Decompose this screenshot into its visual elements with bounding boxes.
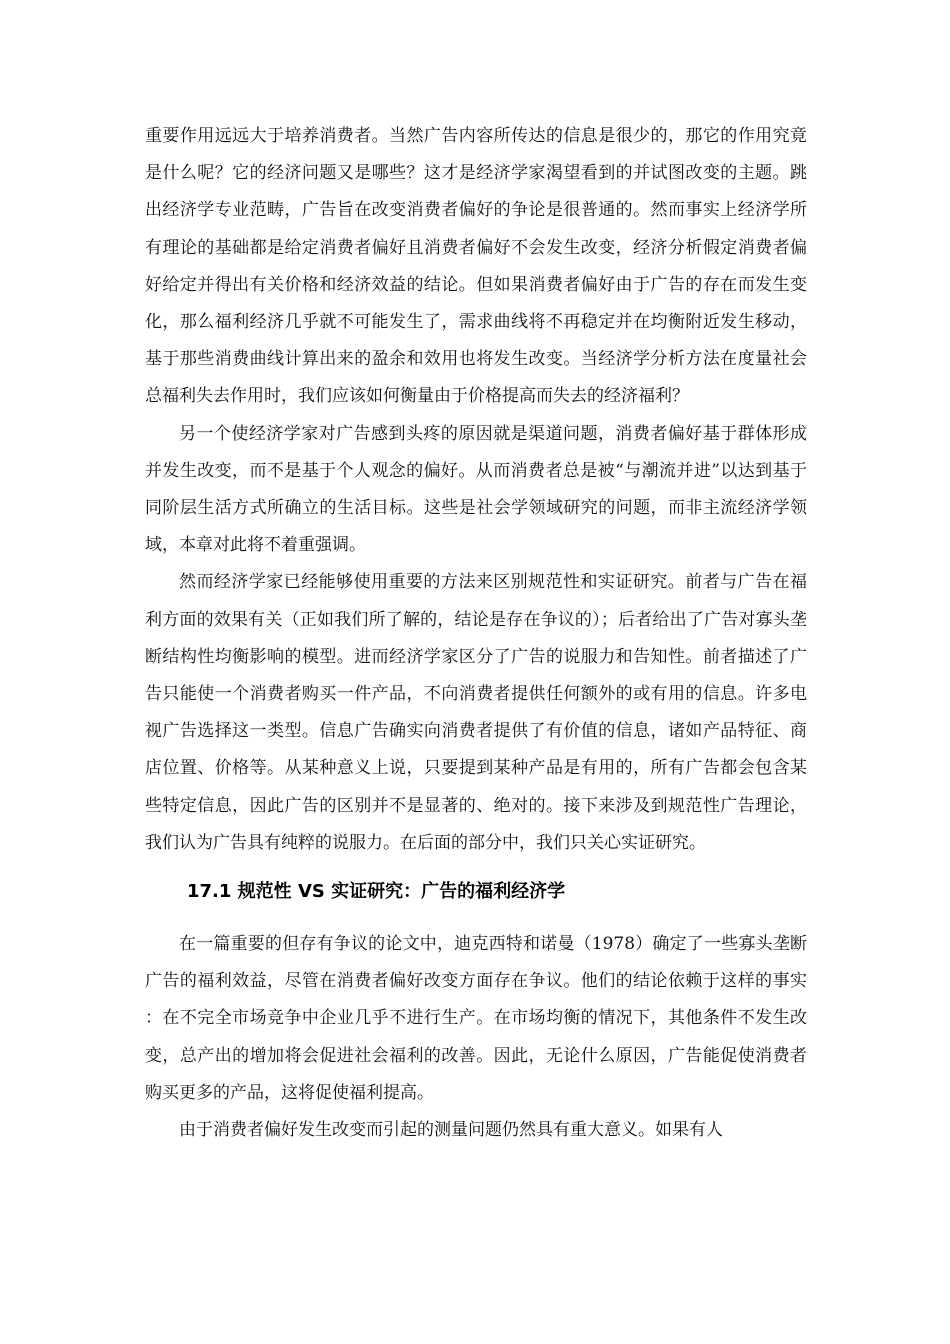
paragraph-channel-problem: 另一个使经济学家对广告感到头疼的原因就是渠道问题，消费者偏好基于群体形成并发生改变，而不是基于个人观念的偏好。从而消费者总是被“与潮流并进”以达到基于同阶层生活方式所确立的生活目标。这些是社会学领域研究的问题，而非主流经济学领域，本章对此将不着重强调。 xyxy=(145,423,807,556)
paragraph-normative-positive: 然而经济学家已经能够使用重要的方法来区别规范性和实证研究。前者与广告在福利方面的效果有关（正如我们所了解的，结论是存在争议的）；后者给出了广告对寡头垄断结构性均衡影响的模型。进而经济学家区分了广告的说服力和告知性。前者描述了广告只能使一个消费者购买一件产品，不向消费者提供任何额外的或有用的信息。许多电视广告选择这一类型。信息广告确实向消费者提供了有价值的信息，诸如产品特征、商店位置、价格等。从某种意义上说，只要提到某种产品是有用的，所有广告都会包含某些特定信息，因此广告的区别并不是显著的、绝对的。接下来涉及到规范性广告理论，我们认为广告具有纯粹的说服力。在后面的部分中，我们只关心实证研究。 xyxy=(145,572,807,853)
paragraph-dixit-norman: 在一篇重要的但存有争议的论文中，迪克西特和诺曼（1978）确定了一些寡头垄断广告的福利效益，尽管在消费者偏好改变方面存在争议。他们的结论依赖于这样的事实：在不完全市场竞争中企业几乎不进行生产。在市场均衡的情况下，其他条件不发生改变，总产出的增加将会促进社会福利的改善。因此，无论什么原因，广告能促使消费者购买更多的产品，这将促使福利提高。 xyxy=(145,934,807,1103)
section-heading: 17.1 规范性 VS 实证研究：广告的福利经济学 xyxy=(187,881,566,903)
document-page xyxy=(145,118,807,1149)
paragraph-continuation: 重要作用远远大于培养消费者。当然广告内容所传达的信息是很少的，那它的作用究竟是什么呢？它的经济问题又是哪些？这才是经济学家渴望看到的并试图改变的主题。跳出经济学专业范畴，广告旨在改变消费者偏好的争论是很普通的。然而事实上经济学所有理论的基础都是给定消费者偏好且消费者偏好不会发生改变，经济分析假定消费者偏好给定并得出有关价格和经济效益的结论。但如果消费者偏好由于广告的存在而发生变化，那么福利经济几乎就不可能发生了，需求曲线将不再稳定并在均衡附近发生移动，基于那些消费曲线计算出来的盈余和效用也将发生改变。当经济学分析方法在度量社会总福利失去作用时，我们应该如何衡量由于价格提高而失去的经济福利？ xyxy=(145,126,807,407)
paragraph-measurement-problem: 由于消费者偏好发生改变而引起的测量问题仍然具有重大意义。如果有人 xyxy=(179,1120,723,1141)
